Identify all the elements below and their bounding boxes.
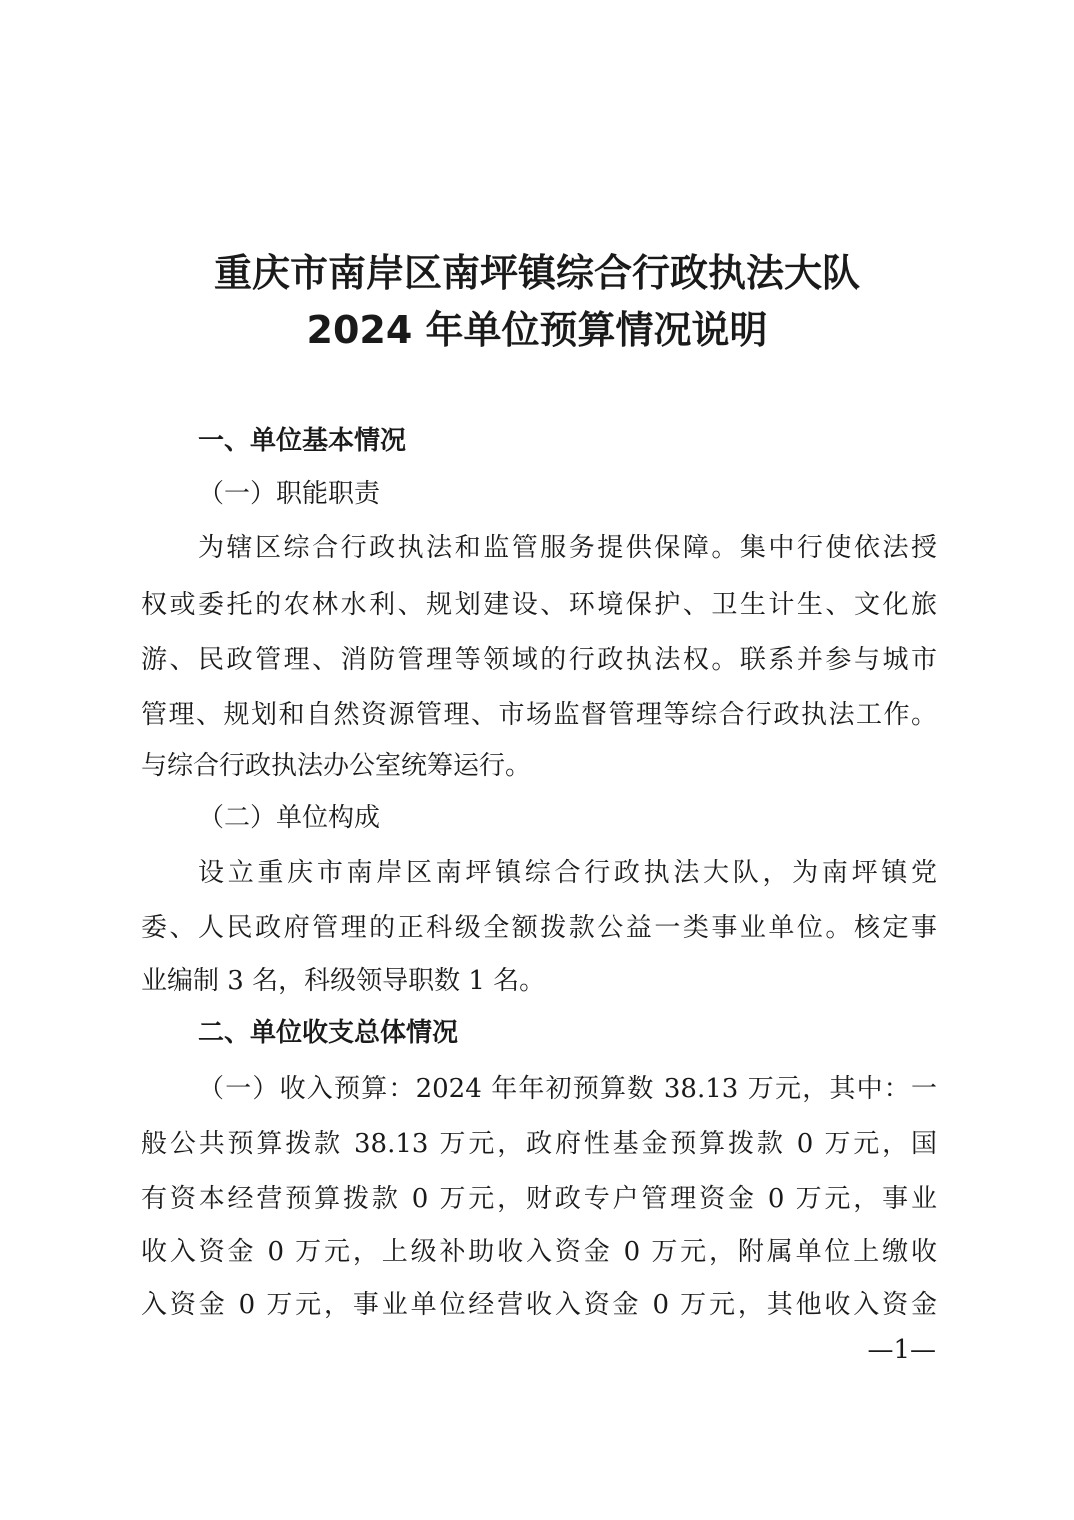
page-number: —1— xyxy=(867,1335,936,1365)
paragraph-duties-line: 为辖区综合行政执法和监管服务提供保障。集中行使依法授 xyxy=(198,533,937,563)
paragraph-income-line: 收入资金 0 万元，上级补助收入资金 0 万元，附属单位上缴收 xyxy=(141,1237,937,1267)
paragraph-income-line: 入资金 0 万元，事业单位经营收入资金 0 万元，其他收入资金 xyxy=(141,1290,937,1320)
paragraph-income-line: 有资本经营预算拨款 0 万元，财政专户管理资金 0 万元，事业 xyxy=(141,1184,937,1214)
document-title-line-1: 重庆市南岸区南坪镇综合行政执法大队 xyxy=(213,251,860,295)
document-title-line-2: 2024 年单位预算情况说明 xyxy=(306,308,768,352)
section-heading-basic-info: 一、单位基本情况 xyxy=(198,426,407,456)
paragraph-duties-line: 与综合行政执法办公室统筹运行。 xyxy=(141,751,532,781)
paragraph-income-line: （一）收入预算：2024 年年初预算数 38.13 万元，其中：一 xyxy=(198,1074,937,1104)
paragraph-structure-line: 设立重庆市南岸区南坪镇综合行政执法大队，为南坪镇党 xyxy=(198,858,937,888)
paragraph-duties-line: 管理、规划和自然资源管理、市场监督管理等综合行政执法工作。 xyxy=(141,700,937,730)
section-heading-budget-overview: 二、单位收支总体情况 xyxy=(198,1018,459,1048)
paragraph-structure-line: 委、人民政府管理的正科级全额拨款公益一类事业单位。核定事 xyxy=(141,913,937,943)
paragraph-income-line: 般公共预算拨款 38.13 万元，政府性基金预算拨款 0 万元，国 xyxy=(141,1129,937,1159)
paragraph-duties-line: 权或委托的农林水利、规划建设、环境保护、卫生计生、文化旅 xyxy=(141,590,937,620)
paragraph-structure-line: 业编制 3 名，科级领导职数 1 名。 xyxy=(141,966,546,996)
paragraph-duties-line: 游、民政管理、消防管理等领域的行政执法权。联系并参与城市 xyxy=(141,645,937,675)
subsection-heading-structure: （二）单位构成 xyxy=(198,803,381,833)
subsection-heading-duties: （一）职能职责 xyxy=(198,479,381,509)
